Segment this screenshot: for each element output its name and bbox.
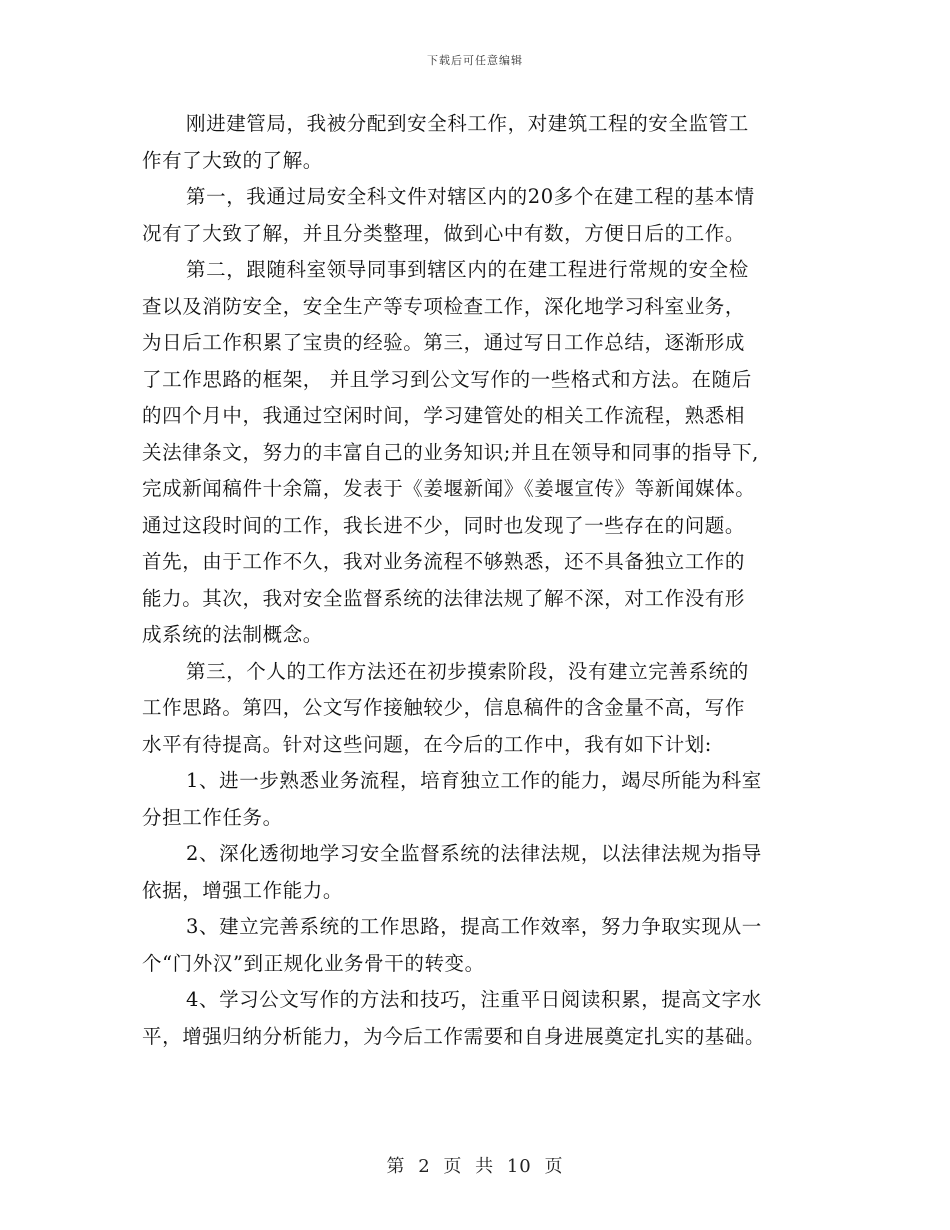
text-line: 3、建立完善系统的工作思路，提高工作效率，努力争取实现从一	[186, 915, 762, 938]
text-line: 个“门外汉”到正规化业务骨干的转变。	[142, 951, 485, 975]
text-line: 查以及消防安全，安全生产等专项检查工作，深化地学习科室业务，	[142, 294, 746, 318]
text-line: 第二，跟随科室领导同事到辖区内的在建工程进行常规的安全检	[186, 258, 749, 281]
text-line: 首先，由于工作不久，我对业务流程不够熟悉，还不具备独立工作的	[142, 550, 746, 573]
text-line: 了工作思路的框架， 并且学习到公文写作的一些格式和方法。在随后	[142, 367, 752, 391]
text-line: 1、进一步熟悉业务流程，培育独立工作的能力，竭尽所能为科室	[186, 769, 762, 792]
page-number-footer: 第 2 页 共 10 页	[386, 1156, 564, 1177]
text-line: 况有了大致了解，并且分类整理，做到心中有数，方便日后的工作。	[142, 221, 746, 245]
text-line: 第三，个人的工作方法还在初步摸索阶段，没有建立完善系统的	[186, 659, 749, 683]
text-line: 作有了大致的了解。	[142, 148, 323, 172]
text-line: 通过这段时间的工作，我长进不少，同时也发现了一些存在的问题。	[142, 513, 746, 537]
text-line: 的四个月中，我通过空闲时间，学习建管处的相关工作流程，熟悉相	[142, 404, 746, 427]
text-line: 水平有待提高。针对这些问题，在今后的工作中，我有如下计划:	[142, 732, 712, 756]
text-line: 刚进建管局，我被分配到安全科工作，对建筑工程的安全监管工	[186, 112, 749, 135]
text-line: 能力。其次，我对安全监督系统的法律法规了解不深，对工作没有形	[142, 586, 746, 610]
text-line: 分担工作任务。	[142, 805, 283, 829]
text-line: 关法律条文，努力的丰富自己的业务知识;并且在领导和同事的指导下,	[142, 440, 759, 464]
text-line: 工作思路。第四，公文写作接触较少，信息稿件的含金量不高，写作	[142, 696, 746, 719]
text-line: 第一，我通过局安全科文件对辖区内的20多个在建工程的基本情	[186, 185, 755, 208]
text-line: 完成新闻稿件十余篇，发表于《姜堰新闻》《姜堰宣传》等新闻媒体。	[142, 477, 756, 500]
text-line: 为日后工作积累了宝贵的经验。第三，通过写日工作总结，逐渐形成	[142, 331, 746, 354]
text-line: 2、深化透彻地学习安全监督系统的法律法规，以法律法规为指导	[186, 842, 762, 865]
text-line: 成系统的法制概念。	[142, 623, 323, 646]
document-body	[142, 106, 812, 1055]
text-line: 平，增强归纳分析能力，为今后工作需要和自身进展奠定扎实的基础。	[142, 1024, 766, 1048]
text-line: 4、学习公文写作的方法和技巧，注重平日阅读积累，提高文字水	[186, 988, 762, 1011]
text-line: 依据，增强工作能力。	[142, 878, 344, 902]
page-header: 下载后可任意编辑	[427, 54, 523, 67]
